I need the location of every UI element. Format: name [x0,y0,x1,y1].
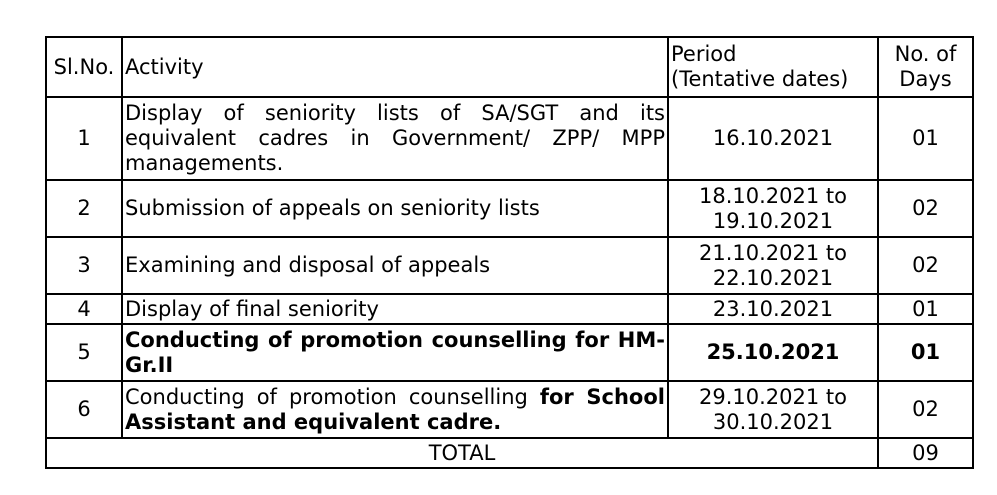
cell-slno: 5 [46,324,122,381]
cell-activity [122,381,668,438]
cell-period-line2: 19.10.2021 [712,208,834,233]
cell-days: 02 [878,237,973,294]
table-header-row [46,37,973,97]
header-slno: Sl.No. [46,37,122,97]
cell-slno: 2 [46,180,122,237]
cell-period [668,180,878,237]
table-row [46,324,973,381]
cell-days: 01 [878,294,973,324]
cell-activity: Display of seniority lists of SA/SGT and its equivalent cadres in Government/ ZPP/ MPP managements. [122,97,668,180]
header-days-line1: No. of [894,42,957,66]
total-row [46,438,973,468]
cell-period-line1: 23.10.2021 [712,296,834,321]
table-row [46,237,973,294]
cell-days: 02 [878,381,973,438]
cell-activity: Conducting of promotion counselling for HM-Gr.II [122,324,668,381]
table-row [46,381,973,438]
cell-period-line2: 30.10.2021 [712,409,834,434]
cell-activity: Display of final seniority [122,294,668,324]
table-row [46,294,973,324]
cell-period-line1: 16.10.2021 [712,126,834,150]
header-days-line2: Days [899,67,952,91]
cell-days: 02 [878,180,973,237]
header-activity: Activity [122,37,668,97]
cell-slno: 3 [46,237,122,294]
cell-period [668,324,878,381]
cell-period-line1: 29.10.2021 to [699,384,847,409]
cell-period-line2: 22.10.2021 [712,265,834,290]
cell-period [668,97,878,180]
cell-days: 01 [878,324,973,381]
header-period [668,37,878,97]
cell-period [668,237,878,294]
promotion-schedule-table [45,36,974,469]
header-period-line1: Period [671,42,737,66]
cell-activity-part2: for School Assistant and equivalent cadre. [125,384,665,434]
cell-slno: 1 [46,97,122,180]
header-days [878,37,973,97]
total-label: TOTAL [46,438,878,468]
cell-activity-part1: Conducting of promotion counselling [125,384,528,409]
cell-slno: 4 [46,294,122,324]
cell-activity: Submission of appeals on seniority lists [122,180,668,237]
cell-activity: Examining and disposal of appeals [122,237,668,294]
table-row [46,97,973,180]
total-days: 09 [878,438,973,468]
cell-period-line1: 25.10.2021 [706,340,840,364]
header-period-line2: (Tentative dates) [671,67,849,91]
cell-days: 01 [878,97,973,180]
table-row [46,180,973,237]
cell-period-line1: 21.10.2021 to [699,240,847,265]
cell-period [668,294,878,324]
cell-slno: 6 [46,381,122,438]
cell-period [668,381,878,438]
cell-period-line1: 18.10.2021 to [699,183,847,208]
